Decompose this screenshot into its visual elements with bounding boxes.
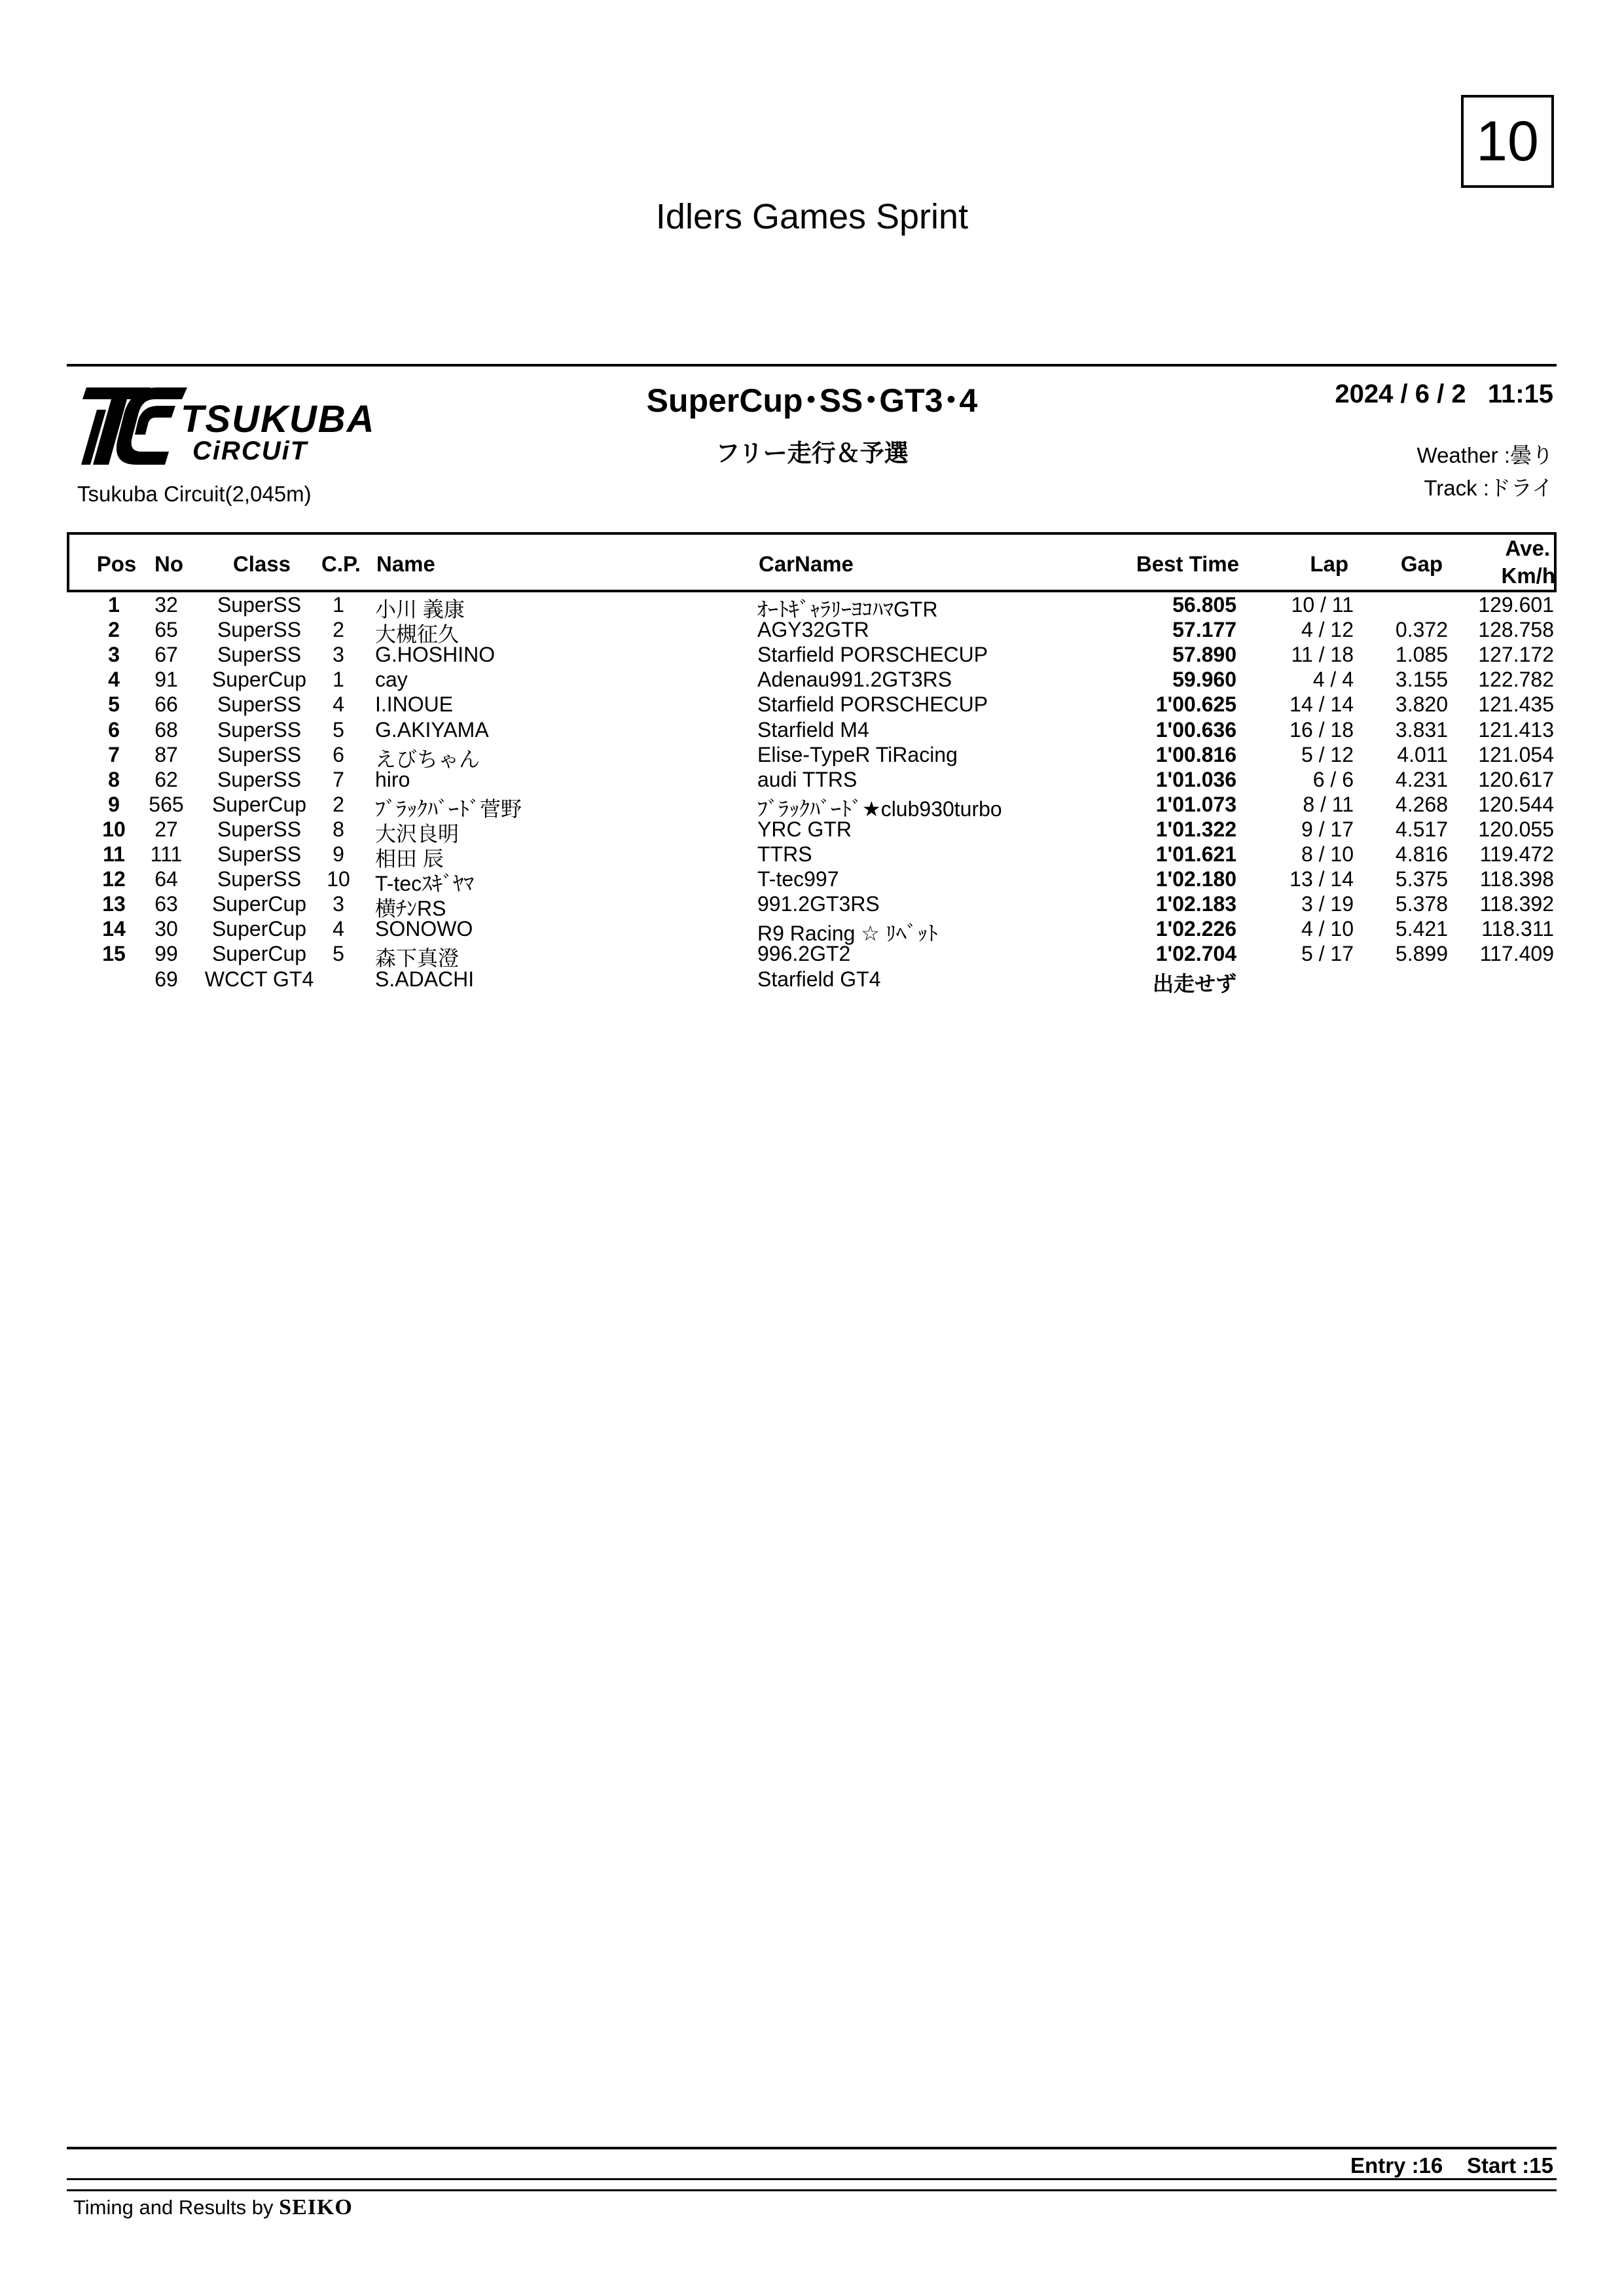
car-number-cell: 99 (154, 942, 178, 966)
driver-name-cell: G.AKIYAMA (375, 717, 489, 742)
class-cell: SuperSS (217, 717, 302, 742)
class-position-cell: 1 (333, 668, 344, 692)
lap-cell: 8 / 10 (1301, 842, 1354, 866)
header-kmh: Km/h (1501, 564, 1555, 588)
lap-cell: 4 / 12 (1301, 618, 1354, 642)
driver-name-cell: hiro (375, 767, 410, 791)
class-cell: SuperCup (211, 792, 307, 816)
seiko-logo-text: SEIKO (279, 2195, 353, 2219)
best-time-cell: 1'00.625 (1155, 692, 1236, 717)
footer-credit (73, 2195, 353, 2220)
driver-name-cell: cay (375, 668, 408, 692)
class-cell: SuperCup (211, 942, 307, 966)
header-lap: Lap (1310, 552, 1348, 576)
class-cell: SuperSS (217, 618, 302, 642)
circuit-name: Tsukuba Circuit(2,045m) (77, 482, 312, 506)
session-name: フリー走行＆予選 (715, 440, 909, 467)
lap-cell: 3 / 19 (1301, 892, 1354, 916)
header-pos: Pos (96, 552, 137, 576)
car-number-cell: 65 (154, 618, 178, 642)
car-number-cell: 66 (154, 692, 178, 717)
logo-sub-text: CiRCUiT (192, 437, 308, 465)
driver-name-cell: 横ﾁﾝRS (375, 897, 446, 921)
gap-cell: 0.372 (1395, 618, 1448, 642)
event-title: Idlers Games Sprint (655, 197, 969, 236)
footer-prefix: Timing and Results by (73, 2196, 274, 2219)
class-position-cell: 8 (333, 817, 344, 841)
lap-cell: 16 / 18 (1290, 717, 1354, 742)
lap-cell: 8 / 11 (1303, 792, 1354, 816)
header-carname: CarName (759, 552, 854, 576)
car-number-cell: 63 (154, 892, 178, 916)
average-speed-cell: 120.055 (1478, 817, 1554, 841)
average-speed-cell: 128.758 (1478, 618, 1554, 642)
class-cell: SuperSS (217, 692, 302, 717)
lap-cell: 10 / 11 (1291, 593, 1354, 617)
header-ave: Ave. (1505, 536, 1550, 560)
average-speed-cell: 118.392 (1479, 892, 1554, 916)
pos-cell: 7 (108, 742, 120, 766)
race-title: SuperCup･SS･GT3･4 (646, 382, 978, 419)
gap-cell: 3.820 (1395, 692, 1448, 717)
car-number-cell: 27 (154, 817, 178, 841)
best-time-cell: 1'00.816 (1155, 742, 1236, 766)
table-row (0, 942, 1624, 971)
lap-cell: 4 / 4 (1312, 668, 1354, 692)
class-position-cell: 5 (333, 942, 344, 966)
class-cell: SuperSS (217, 767, 302, 791)
car-name-cell: audi TTRS (757, 767, 857, 791)
pos-cell: 10 (102, 817, 126, 841)
car-name-cell: Elise-TypeR TiRacing (757, 742, 958, 766)
average-speed-cell: 127.172 (1478, 643, 1554, 667)
page-number: 10 (1461, 95, 1554, 188)
car-name-cell: YRC GTR (757, 817, 852, 841)
gap-cell: 5.378 (1395, 892, 1448, 916)
lap-cell: 11 / 18 (1291, 643, 1354, 667)
car-name-cell: 991.2GT3RS (757, 892, 880, 916)
pos-cell: 4 (108, 668, 120, 692)
car-name-cell: TTRS (757, 842, 812, 866)
class-position-cell: 6 (333, 742, 344, 766)
best-time-cell: 1'01.073 (1155, 792, 1236, 816)
driver-name-cell: えびちゃん (375, 747, 480, 771)
gap-cell: 4.816 (1395, 842, 1448, 866)
gap-cell: 4.231 (1395, 767, 1448, 791)
table-row (0, 892, 1624, 921)
gap-cell: 4.517 (1395, 817, 1448, 841)
table-row (0, 618, 1624, 647)
driver-name-cell: ﾌﾞﾗｯｸﾊﾞｰﾄﾞ菅野 (375, 797, 522, 821)
pos-cell: 5 (108, 692, 120, 717)
class-cell: SuperSS (217, 643, 302, 667)
car-name-cell: Starfield GT4 (757, 967, 881, 991)
driver-name-cell: 相田 辰 (375, 847, 444, 870)
gap-cell: 3.831 (1395, 717, 1448, 742)
pos-cell: 12 (102, 867, 126, 891)
gap-cell: 5.421 (1395, 917, 1448, 941)
pos-cell: 15 (102, 942, 126, 966)
header-no: No (154, 552, 183, 576)
table-row (0, 867, 1624, 896)
class-cell: SuperSS (217, 842, 302, 866)
gap-cell: 5.899 (1395, 942, 1448, 966)
car-number-cell: 62 (154, 767, 178, 791)
car-number-cell: 111 (150, 842, 183, 866)
car-number-cell: 69 (154, 967, 178, 991)
pos-cell: 9 (108, 792, 120, 816)
pos-cell: 1 (108, 593, 120, 617)
table-row (0, 792, 1624, 821)
class-position-cell: 1 (333, 593, 344, 617)
car-name-cell: R9 Racing ☆ ﾘﾍﾞｯﾄ (757, 922, 938, 946)
average-speed-cell: 122.782 (1478, 668, 1554, 692)
best-time-cell: 1'02.180 (1155, 867, 1236, 891)
class-cell: SuperSS (217, 742, 302, 766)
lap-cell: 14 / 14 (1290, 692, 1354, 717)
best-time-cell: 56.805 (1172, 593, 1236, 617)
best-time-cell: 1'02.183 (1155, 892, 1236, 916)
header-name: Name (376, 552, 435, 576)
driver-name-cell: SONOWO (375, 917, 473, 941)
average-speed-cell: 129.601 (1478, 593, 1554, 617)
car-name-cell: Starfield PORSCHECUP (757, 643, 988, 667)
lap-cell: 4 / 10 (1301, 917, 1354, 941)
bottom-rule-1 (67, 2147, 1557, 2149)
gap-cell: 5.375 (1395, 867, 1448, 891)
class-cell: SuperCup (211, 892, 307, 916)
car-number-cell: 67 (154, 643, 178, 667)
driver-name-cell: 小川 義康 (375, 598, 465, 621)
table-row (0, 692, 1624, 717)
gap-cell: 3.155 (1395, 668, 1448, 692)
lap-cell: 5 / 17 (1301, 942, 1354, 966)
car-name-cell: Starfield PORSCHECUP (757, 692, 988, 717)
class-position-cell: 5 (333, 717, 344, 742)
pos-cell: 14 (102, 917, 126, 941)
lap-cell: 9 / 17 (1301, 817, 1354, 841)
class-position-cell: 3 (333, 643, 344, 667)
average-speed-cell: 118.311 (1481, 917, 1554, 941)
track-condition: Track :ドライ (1424, 476, 1553, 500)
best-time-cell: 1'01.322 (1155, 817, 1236, 841)
driver-name-cell: S.ADACHI (375, 967, 475, 991)
table-row (0, 817, 1624, 846)
table-row (0, 768, 1624, 793)
header-cp: C.P. (321, 552, 361, 576)
table-row (0, 917, 1624, 946)
gap-cell: 1.085 (1395, 643, 1448, 667)
average-speed-cell: 120.544 (1478, 792, 1554, 816)
best-time-cell: 1'02.226 (1155, 917, 1236, 941)
class-cell: SuperCup (211, 668, 307, 692)
car-name-cell: Adenau991.2GT3RS (757, 668, 952, 692)
lap-cell: 5 / 12 (1301, 742, 1354, 766)
table-row (0, 593, 1624, 621)
car-number-cell: 565 (149, 792, 184, 816)
table-row (0, 718, 1624, 743)
class-cell: SuperSS (217, 593, 302, 617)
logo-brand-text: TSUKUBA (181, 398, 376, 440)
gap-cell: 4.011 (1397, 742, 1448, 766)
gap-cell: 4.268 (1395, 792, 1448, 816)
best-time-cell: 59.960 (1172, 668, 1236, 692)
car-name-cell: AGY32GTR (757, 618, 869, 642)
race-datetime: 2024 / 6 / 2 11:15 (1335, 380, 1553, 408)
car-name-cell: 996.2GT2 (757, 942, 851, 966)
driver-name-cell: 大沢良明 (375, 821, 460, 846)
table-row (0, 842, 1624, 870)
table-row (0, 742, 1624, 771)
table-row (0, 967, 1624, 996)
car-number-cell: 64 (154, 867, 178, 891)
class-position-cell: 10 (327, 867, 350, 891)
class-cell: SuperSS (217, 817, 302, 841)
average-speed-cell: 120.617 (1478, 767, 1554, 791)
class-cell: SuperCup (211, 917, 307, 941)
driver-name-cell: I.INOUE (375, 692, 454, 717)
best-time-cell: 1'00.636 (1155, 717, 1236, 742)
best-time-cell: 1'02.704 (1155, 942, 1236, 966)
best-time-cell: 出走せず (1152, 971, 1236, 996)
pos-cell: 2 (108, 618, 120, 642)
bottom-rule-3 (67, 2189, 1557, 2191)
average-speed-cell: 117.409 (1479, 942, 1554, 966)
pos-cell: 8 (108, 767, 120, 791)
average-speed-cell: 121.435 (1478, 692, 1554, 717)
driver-name-cell: 大槻征久 (375, 622, 460, 647)
pos-cell: 3 (108, 643, 120, 667)
driver-name-cell: 森下真澄 (375, 946, 460, 971)
header-best-time: Best Time (1136, 552, 1239, 576)
lap-cell: 13 / 14 (1290, 867, 1354, 891)
top-rule (67, 364, 1557, 367)
header-class: Class (232, 552, 291, 576)
pos-cell: 11 (103, 842, 125, 866)
pos-cell: 6 (108, 717, 120, 742)
best-time-cell: 1'01.621 (1155, 842, 1236, 866)
class-position-cell: 4 (333, 917, 344, 941)
best-time-cell: 57.177 (1172, 618, 1236, 642)
car-name-cell: Starfield M4 (757, 717, 869, 742)
table-row (0, 668, 1624, 692)
class-position-cell: 7 (333, 767, 344, 791)
class-cell: WCCT GT4 (204, 967, 314, 991)
table-row (0, 643, 1624, 668)
average-speed-cell: 118.398 (1479, 867, 1554, 891)
average-speed-cell: 121.413 (1478, 717, 1554, 742)
driver-name-cell: T-tecｽｷﾞﾔﾏ (375, 872, 475, 896)
class-position-cell: 2 (333, 792, 344, 816)
car-name-cell: T-tec997 (757, 867, 839, 891)
average-speed-cell: 121.054 (1478, 742, 1554, 766)
car-name-cell: ｵｰﾄｷﾞｬﾗﾘｰﾖｺﾊﾏGTR (757, 598, 938, 621)
class-position-cell: 4 (333, 692, 344, 717)
class-position-cell: 2 (333, 618, 344, 642)
car-number-cell: 30 (154, 917, 178, 941)
class-cell: SuperSS (217, 867, 302, 891)
car-number-cell: 87 (154, 742, 178, 766)
bottom-rule-2 (67, 2178, 1557, 2180)
car-name-cell: ﾌﾞﾗｯｸﾊﾞｰﾄﾞ★club930turbo (757, 797, 1002, 821)
car-number-cell: 91 (154, 668, 178, 692)
header-gap: Gap (1400, 552, 1443, 576)
weather-condition: Weather :曇り (1416, 443, 1553, 467)
entry-start-count: Entry :16 Start :15 (1350, 2153, 1553, 2178)
class-position-cell: 3 (333, 892, 344, 916)
car-number-cell: 68 (154, 717, 178, 742)
car-number-cell: 32 (154, 593, 178, 617)
average-speed-cell: 119.472 (1479, 842, 1554, 866)
class-position-cell: 9 (333, 842, 344, 866)
lap-cell: 6 / 6 (1312, 767, 1354, 791)
results-table-header (67, 532, 1557, 592)
best-time-cell: 57.890 (1172, 643, 1236, 667)
driver-name-cell: G.HOSHINO (375, 643, 496, 667)
best-time-cell: 1'01.036 (1155, 767, 1236, 791)
pos-cell: 13 (102, 892, 126, 916)
